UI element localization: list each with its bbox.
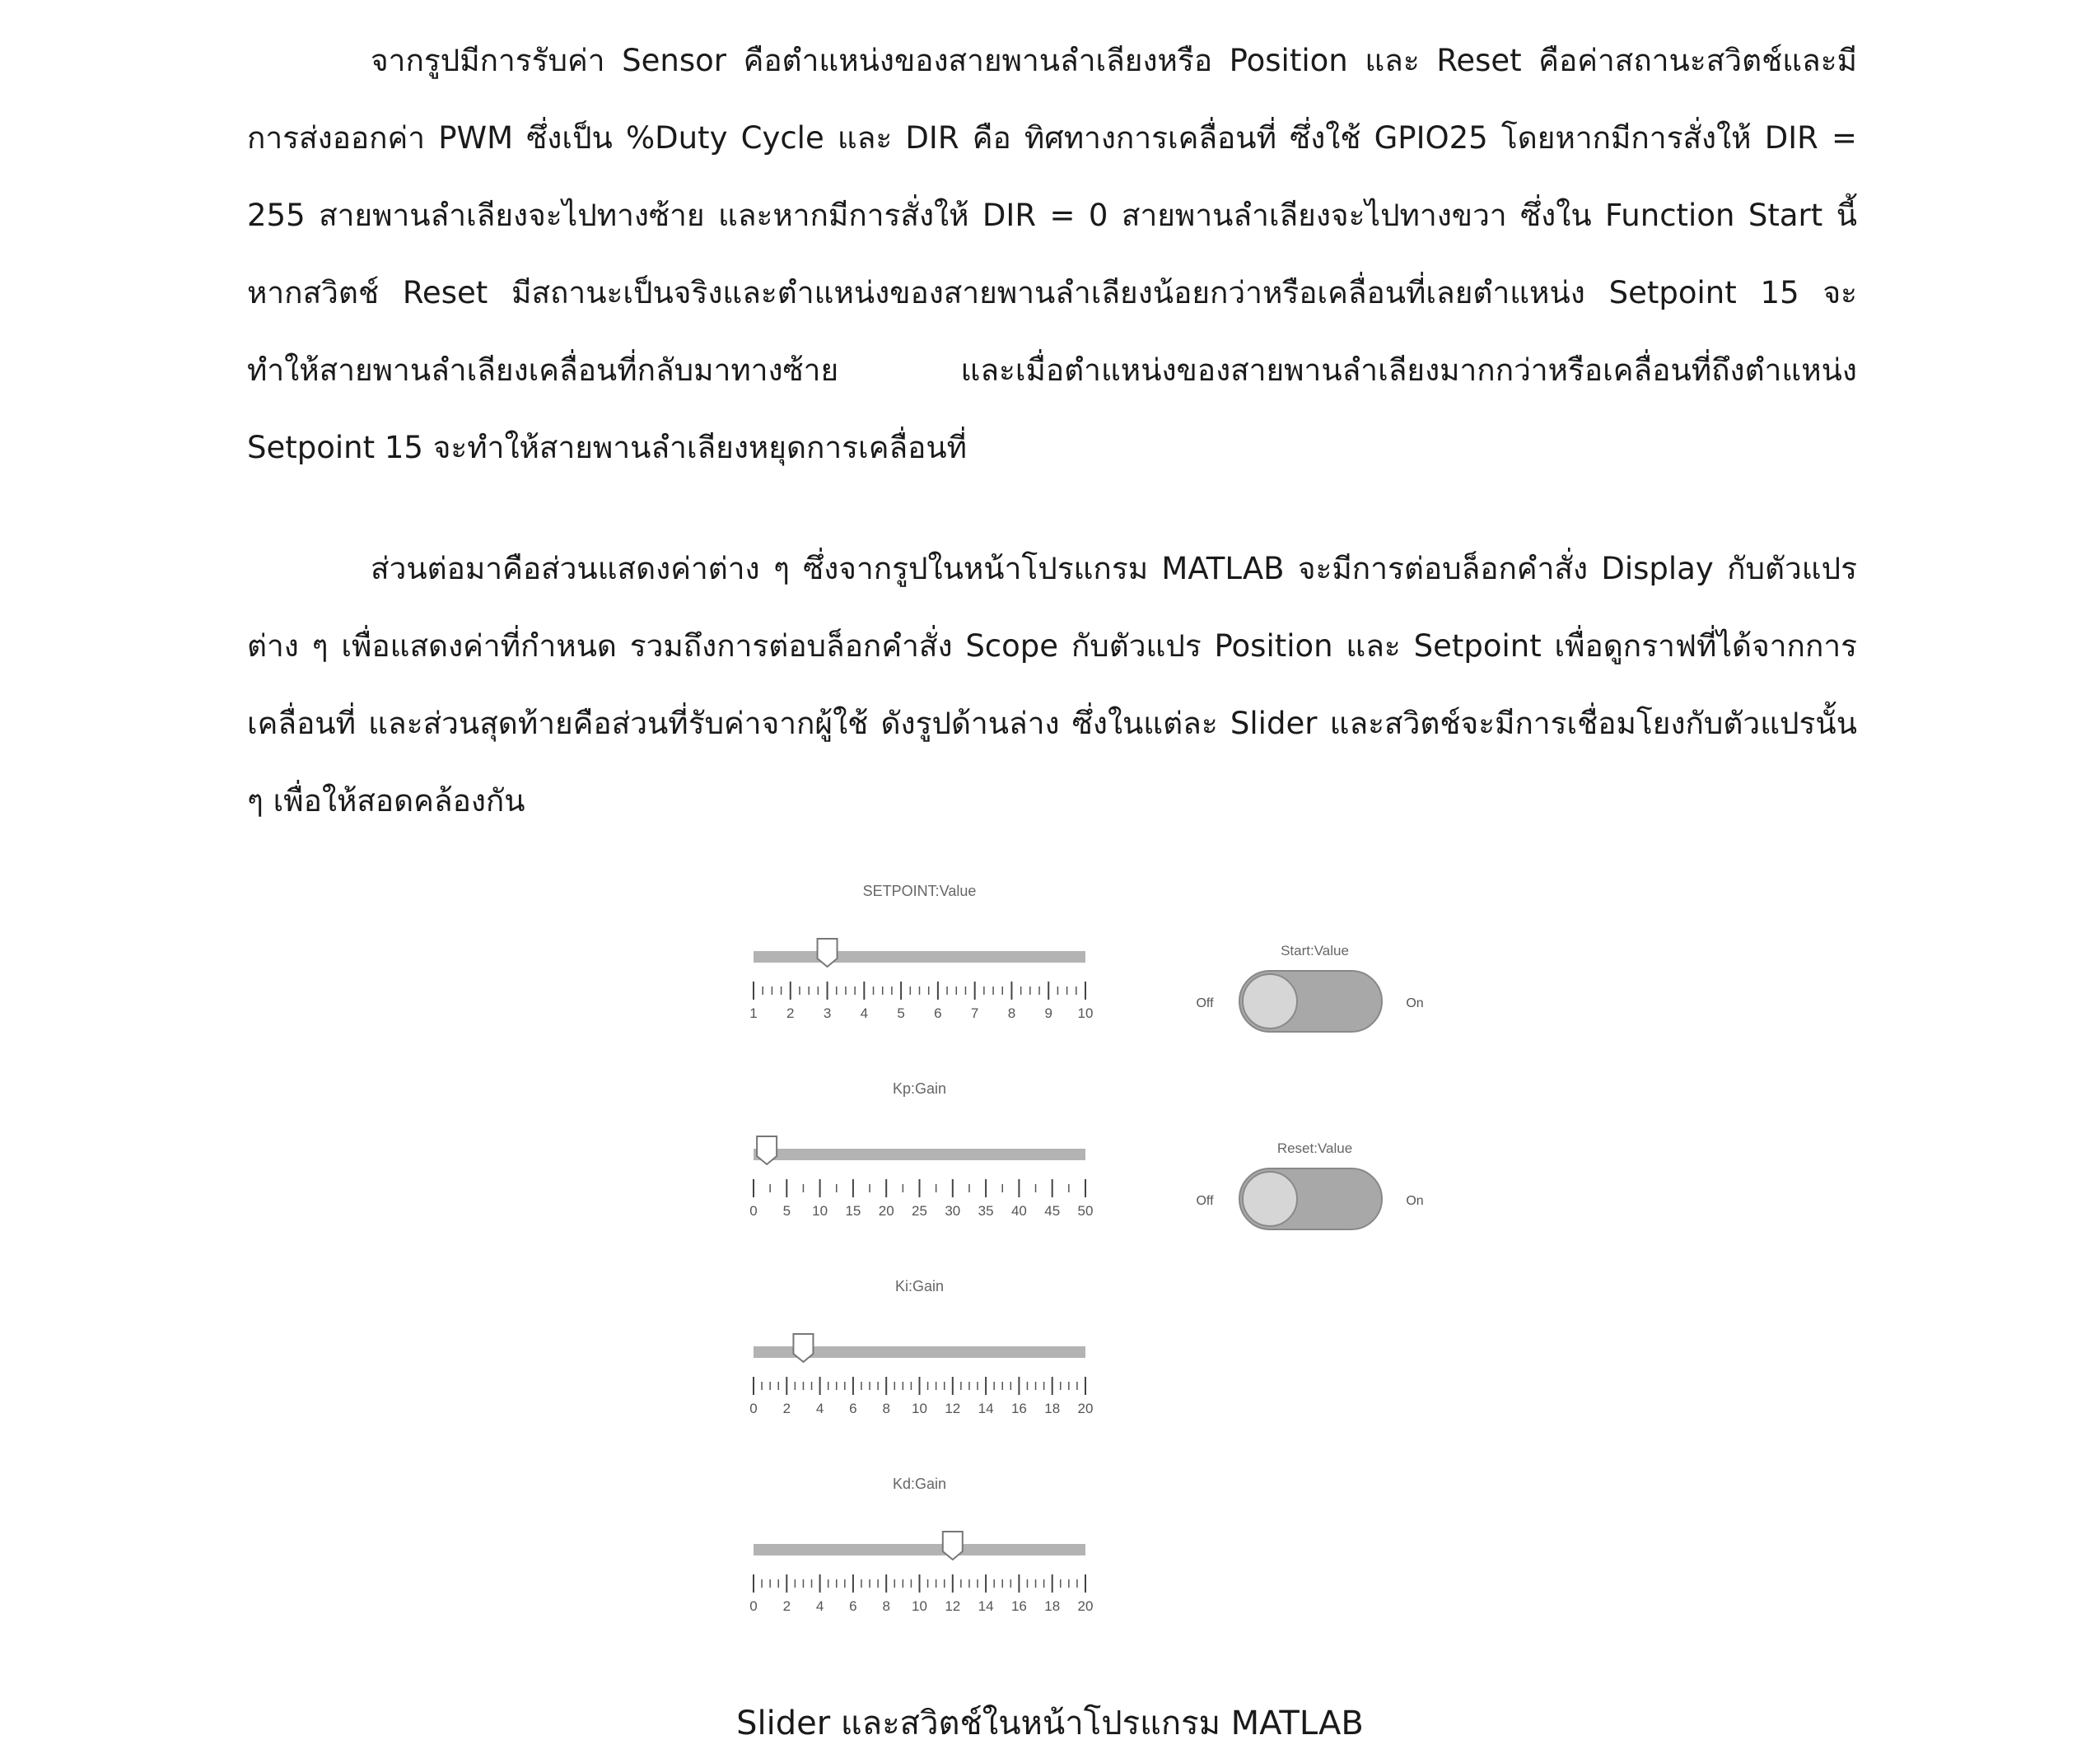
ki-tick-label: 2 (782, 1401, 791, 1416)
reset-on-label: On (1406, 1194, 1424, 1208)
ki-tick-label: 20 (1077, 1401, 1094, 1416)
kd-slider-label: Kd:Gain (892, 1476, 947, 1492)
setpoint-tick-label: 5 (897, 1005, 905, 1021)
kp-tick-label: 0 (749, 1203, 758, 1219)
kp-tick-label: 10 (812, 1203, 828, 1219)
ki-tick-label: 18 (1044, 1401, 1061, 1416)
ki-slider-label: Ki:Gain (894, 1278, 945, 1294)
kp-tick-label: 5 (782, 1203, 791, 1219)
setpoint-tick-label: 9 (1044, 1005, 1052, 1021)
setpoint-tick-label: 2 (786, 1005, 795, 1021)
reset-toggle-knob[interactable] (1243, 1172, 1297, 1226)
kp-tick-label: 45 (1044, 1203, 1061, 1219)
kp-tick-label: 15 (845, 1203, 861, 1219)
kd-tick-label: 8 (882, 1598, 890, 1614)
ki-tick-label: 8 (882, 1401, 890, 1416)
kd-tick-label: 0 (749, 1598, 758, 1614)
kp-tick-label: 40 (1010, 1203, 1027, 1219)
paragraph-2-text: ส่วนต่อมาคือส่วนแสดงค่าต่าง ๆ ซึ่งจากรูปในหน้าโปรแกรม MATLAB จะมีการต่อบล็อกคำสั่ง Display กับตัวแปรต่าง ๆ เพื่อแสดงค่าที่กำหนด รวมถึงการต่อบล็อกคำสั่ง Scope กับตัวแปร Position และ Setpoint เพื่อดูกราฟที่ได้จากการเคลื่อนที่ และส่วนสุดท้ายคือส่วนที่รับค่าจากผู้ใช้ ดังรูปด้านล่าง ซึ่งในแต่ละ Slider และสวิตช์จะมีการเชื่อมโยงกับตัวแปรนั้น ๆ เพื่อให้สอดคล้องกัน (247, 551, 1857, 819)
setpoint-tick-label: 1 (749, 1005, 758, 1021)
kd-tick-label: 18 (1044, 1598, 1061, 1614)
kp-tick-label: 30 (945, 1203, 961, 1219)
kp-tick-label: 35 (978, 1203, 994, 1219)
kd-tick-label: 10 (912, 1598, 927, 1614)
setpoint-slider-track[interactable] (754, 951, 1085, 963)
setpoint-tick-label: 6 (934, 1005, 942, 1021)
setpoint-tick-label: 10 (1077, 1005, 1094, 1021)
kp-tick-label: 20 (878, 1203, 894, 1219)
ki-tick-label: 12 (945, 1401, 961, 1416)
ki-tick-label: 14 (978, 1401, 994, 1416)
kp-slider-label: Kp:Gain (892, 1080, 947, 1097)
start-on-label: On (1406, 996, 1424, 1010)
ki-tick-label: 16 (1010, 1401, 1027, 1416)
setpoint-tick-label: 8 (1007, 1005, 1016, 1021)
kp-slider-track[interactable] (754, 1149, 1085, 1160)
ki-tick-label: 10 (912, 1401, 927, 1416)
figure-caption: Slider และสวิตช์ในหน้าโปรแกรม MATLAB (736, 1705, 1364, 1742)
ki-tick-label: 0 (749, 1401, 758, 1416)
setpoint-slider-label: SETPOINT:Value (862, 883, 977, 899)
reset-off-label: Off (1196, 1194, 1214, 1208)
start-off-label: Off (1196, 996, 1214, 1010)
kd-tick-label: 12 (945, 1598, 961, 1614)
kd-tick-label: 16 (1010, 1598, 1027, 1614)
kd-tick-label: 2 (782, 1598, 791, 1614)
kd-tick-label: 14 (978, 1598, 994, 1614)
kp-tick-label: 50 (1077, 1203, 1094, 1219)
setpoint-tick-label: 3 (823, 1005, 832, 1021)
kp-tick-label: 25 (912, 1203, 927, 1219)
reset-switch-label: Reset:Value (1276, 1140, 1353, 1156)
ki-tick-label: 6 (849, 1401, 857, 1416)
start-switch-label: Start:Value (1281, 943, 1349, 958)
setpoint-tick-label: 7 (970, 1005, 979, 1021)
paragraph-1-text: จากรูปมีการรับค่า Sensor คือตำแหน่งของสายพานลำเลียงหรือ Position และ Reset คือค่าสถานะสวิตช์และมีการส่งออกค่า PWM ซึ่งเป็น %Duty Cycle และ DIR คือ ทิศทางการเคลื่อนที่ ซึ่งใช้ GPIO25 โดยหากมีการสั่งให้ DIR = 255 สายพานลำเลียงจะไปทางซ้าย และหากมีการสั่งให้ DIR = 0 สายพานลำเลียงจะไปทางขวา ซึ่งใน Function Start นี้หากสวิตช์ Reset มีสถานะเป็นจริงและตำแหน่งของสายพานลำเลียงน้อยกว่าหรือเคลื่อนที่เลยตำแหน่ง Setpoint 15 จะทำให้สายพานลำเลียงเคลื่อนที่กลับมาทางซ้าย และเมื่อตำแหน่งของสายพานลำเลียงมากกว่าหรือเคลื่อนที่ถึงตำแหน่ง Setpoint 15 จะทำให้สายพานลำเลียงหยุดการเคลื่อนที่ (247, 43, 1857, 465)
ki-tick-label: 4 (815, 1401, 824, 1416)
kd-tick-label: 6 (849, 1598, 857, 1614)
kd-tick-label: 4 (815, 1598, 824, 1614)
kd-tick-label: 20 (1077, 1598, 1094, 1614)
kd-slider-track[interactable] (754, 1544, 1085, 1555)
setpoint-tick-label: 4 (860, 1005, 869, 1021)
start-toggle-knob[interactable] (1243, 974, 1297, 1028)
